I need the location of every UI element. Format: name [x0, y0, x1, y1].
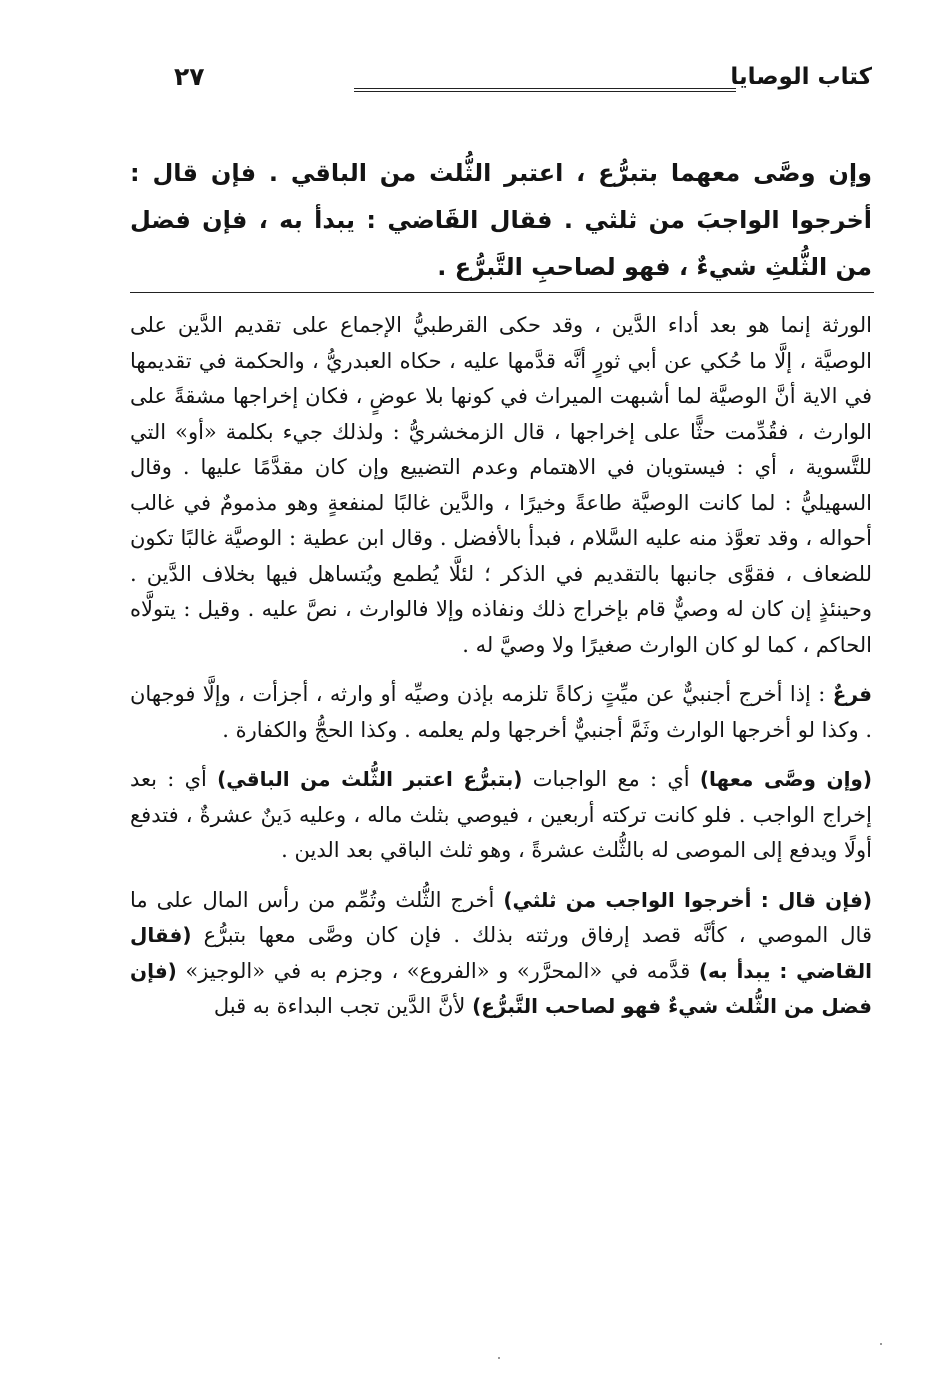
scan-speck [880, 1343, 882, 1345]
quoted-matn-1: (وإن وصَّى معها) [699, 767, 872, 791]
quoted-matn-4: (فقال القاضي : يبدأ به) [130, 923, 872, 983]
page-number: ٢٧ [174, 62, 205, 91]
header-rule [354, 88, 736, 92]
matn-text: وإن وصَّى معهما بتبرُّع ، اعتبر الثُّلث من الباقي . فإن قال : أخرجوا الواجبَ من ثلثي . فقال القَاضي : يبدأ به ، فإن فضل من الثُّلثِ شيءٌ ، فهو لصاحبِ التَّبرُّع . [130, 159, 872, 281]
commentary-text-4b: قدَّمه في «المحرَّر» و «الفروع» ، وجزم به في «الوجيز» [176, 958, 699, 983]
commentary-paragraph-3 [130, 762, 872, 869]
commentary-paragraph-2 [130, 677, 872, 748]
commentary-text-3a: أي : مع الواجبات [522, 767, 700, 791]
commentary-text-3b: أي : بعد إخراج الواجب . فلو كانت تركته أربعين ، فيوصي بثلث ماله ، وعليه دَينٌ عشرةٌ ، فتدفع أولًا ويدفع إلى الموصى له بالثُّلث عشرةً ، وهو ثلث الباقي بعد الدين . [130, 767, 872, 862]
running-header [130, 62, 872, 106]
quoted-matn-2: (بتبرُّع اعتبر الثُّلث من الباقي) [217, 767, 523, 791]
scan-speck [498, 1357, 500, 1359]
commentary-paragraph-1: الورثة إنما هو بعد أداء الدَّين ، وقد حكى القرطبيُّ الإجماع على تقديم الدَّين على الوصيَّة ، إلَّا ما حُكي عن أبي ثورٍ أنَّه قدَّمها عليه ، حكاه العبدريُّ ، والحكمة في تقديمها في الاية أنَّ الوصيَّة لما أشبهت الميراث في كونها بلا عوضٍ ، فكان إخراجها مشقةً على الوارث ، فقُدِّمت حثًّا على إخراجها ، قال الزمخشريُّ : ولذلك جيء بكلمة «أو» التي للتَّسوية ، أي : فيستويان في الاهتمام وعدم التضييع وإن كان مقدَّمًا عليها . وقال السهيليُّ : لما كانت الوصيَّة طاعةً وخيرًا ، والدَّين غالبًا لمنفعةٍ وهو مذمومٌ في غالب أحواله ، وقد تعوَّذ منه عليه السَّلام ، فبدأ بالأفضل . وقال ابن عطية : الوصيَّة غالبًا تكون للضعاف ، فقوَّى جانبها بالتقديم في الذكر ؛ لئلَّا يُطمع ويُتساهل فيها بخلاف الدَّين . وحينئذٍ إن كان له وصيٌّ قام بإخراج ذلك ونفاذه وإلا فالوارث ، نصَّ عليه . وقيل : يتولَّاه الحاكم ، كما لو كان الوارث صغيرًا ولا وصيَّ له . [130, 313, 872, 657]
far-heading: فرعٌ [832, 682, 872, 706]
book-title: كتاب الوصايا [730, 64, 872, 90]
matn-separator-rule [130, 292, 874, 293]
commentary-paragraph-4 [130, 883, 872, 1025]
quoted-matn-5: (فإن فضل من الثُّلث شيءٌ فهو لصاحب التَّبرُّع) [130, 958, 872, 1018]
commentary [130, 308, 872, 1039]
commentary-text-4c: لأنَّ الدَّين تجب البداءة به قبل [213, 994, 473, 1018]
quoted-matn-3: (فإن قال : أخرجوا الواجب من ثلثي) [503, 887, 872, 912]
commentary-text-4a: أخرج الثُّلث وتُمِّم من رأس المال على ما قال الموصي ، كأنَّه قصد إرفاق ورثته بذلك . فإن كان وصَّى معها بتبرُّع [130, 887, 872, 947]
far-text: : إذا أخرج أجنبيٌّ عن ميِّتٍ زكاةً تلزمه بإذن وصيِّه أو وارثه ، أجزأت ، وإلَّا فوجهان . وكذا لو أخرجها الوارث وثَمَّ أجنبيٌّ أخرجها ولم يعلمه . وكذا الحجُّ والكفارة . [130, 682, 872, 742]
